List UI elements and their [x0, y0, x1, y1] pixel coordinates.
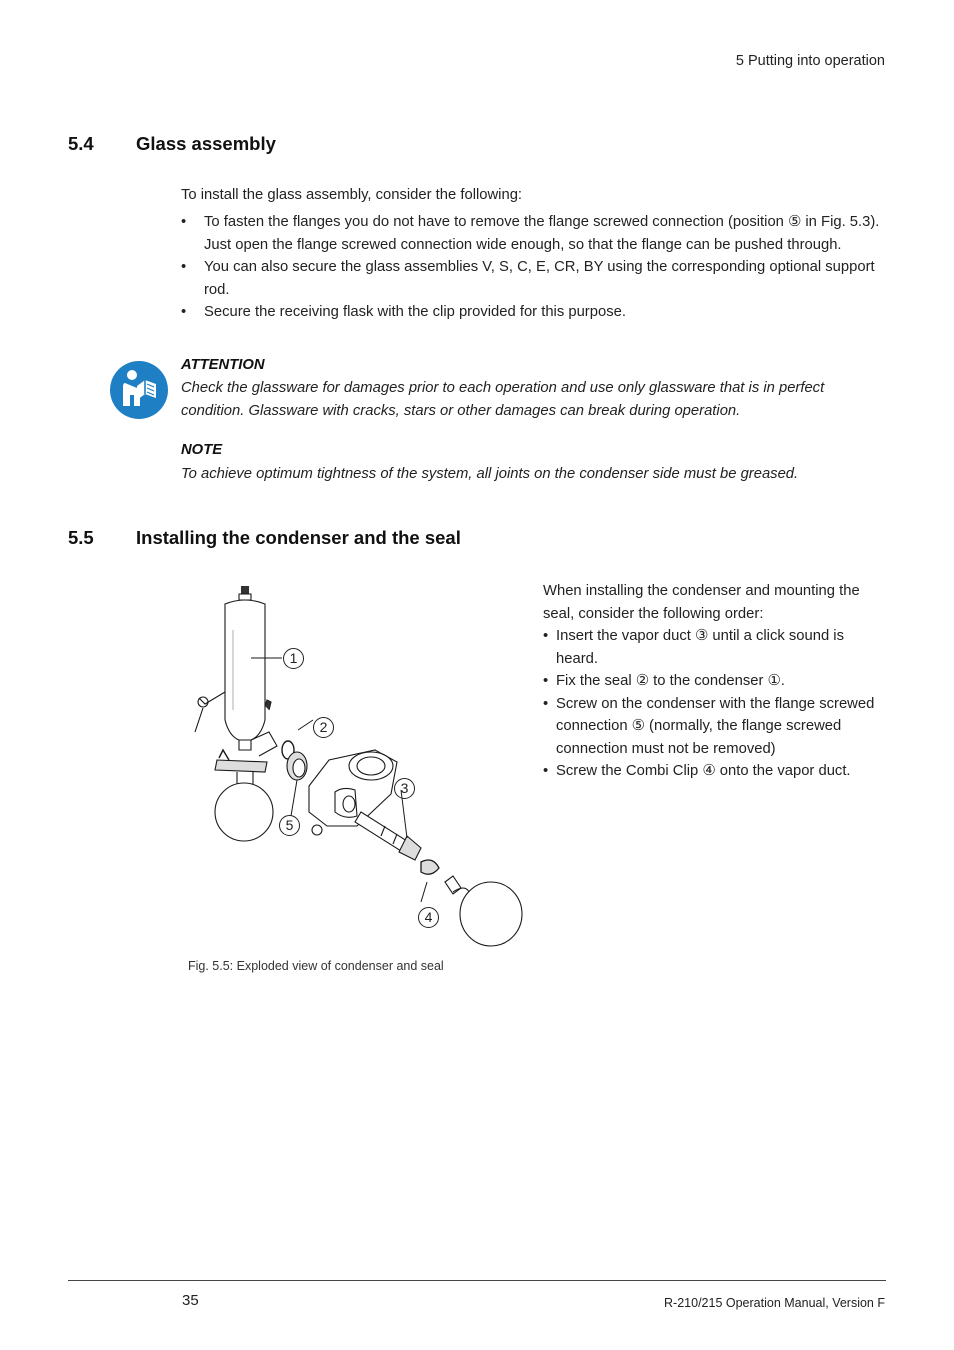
callout-1: 1: [283, 648, 304, 669]
list-item: • Screw the Combi Clip ④ onto the vapor duct.: [543, 760, 888, 783]
list-item: • To fasten the flanges you do not have to remove the flange screwed connection (position ⑤ in Fig. 5.3). Just open the flange screwed connection wide enough, so that the flange can be pushed through.: [181, 211, 886, 256]
footer-rule: [68, 1280, 886, 1281]
list-item: • Screw on the condenser with the flange screwed connection ⑤ (normally, the flange screwed connection must not be removed): [543, 693, 888, 761]
section-title: Installing the condenser and the seal: [136, 527, 461, 548]
manual-reading-icon: [109, 360, 169, 420]
page-number: 35: [182, 1292, 199, 1309]
callout-5: 5: [279, 815, 300, 836]
running-header: 5 Putting into operation: [735, 53, 885, 69]
section-number: 5.4: [68, 133, 94, 154]
callout-2: 2: [313, 717, 334, 738]
list-item: • Insert the vapor duct ③ until a click sound is heard.: [543, 625, 888, 670]
list-item: • Secure the receiving flask with the clip provided for this purpose.: [181, 301, 886, 324]
attention-text: Check the glassware for damages prior to each operation and use only glassware that is in perfect condition. Glassware with cracks, stars or other damages can break during operation.: [181, 380, 825, 419]
condenser-steps: [543, 625, 888, 783]
glass-assembly-intro: To install the glass assembly, consider the following:: [181, 187, 523, 203]
section-title: Glass assembly: [136, 133, 276, 154]
callout-4: 4: [418, 907, 439, 928]
note-text: To achieve optimum tightness of the system, all joints on the condenser side must be greased.: [181, 466, 799, 482]
note-heading: NOTE: [181, 442, 223, 458]
footer-document-title: R-210/215 Operation Manual, Version F: [664, 1296, 885, 1310]
condenser-intro: When installing the condenser and mounting the seal, consider the following order:: [543, 583, 860, 622]
list-item: • You can also secure the glass assemblies V, S, C, E, CR, BY using the corresponding optional support rod.: [181, 256, 886, 301]
section-heading-5-5: [0, 527, 954, 551]
glass-assembly-bullets: [181, 211, 886, 324]
exploded-view-figure: [185, 580, 530, 952]
attention-heading: ATTENTION: [181, 357, 265, 373]
section-number: 5.5: [68, 527, 94, 548]
section-heading-5-4: [0, 133, 954, 157]
figure-caption: Fig. 5.5: Exploded view of condenser and seal: [188, 959, 444, 973]
callout-3: 3: [394, 778, 415, 799]
list-item: • Fix the seal ② to the condenser ①.: [543, 670, 888, 693]
